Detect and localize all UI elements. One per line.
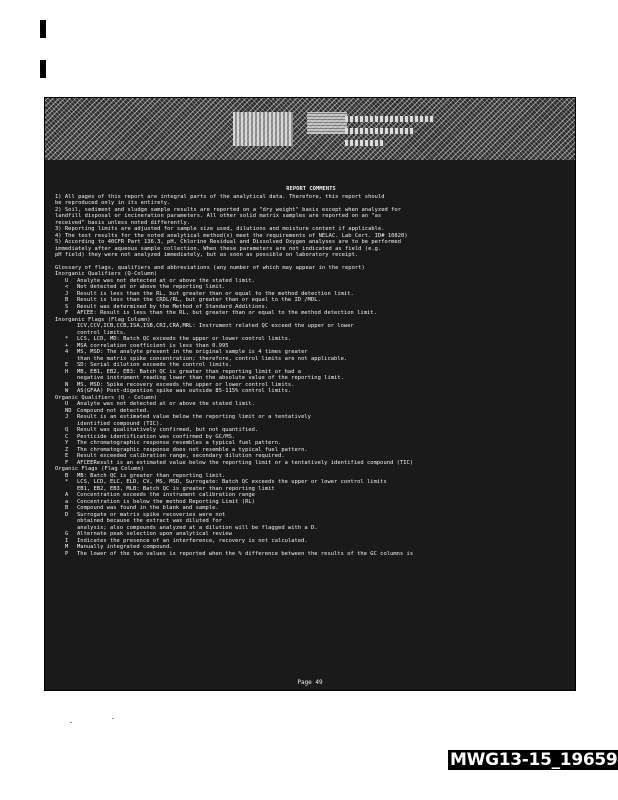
glossary-code: < — [65, 284, 69, 290]
glossary-code: ND — [65, 407, 72, 414]
glossary-definition: Result is less than the CRDL/RL, but greater than or equal to the ID /MDL. — [77, 297, 321, 303]
glossary-definition: MB, EB1, EB2, EB3: Batch QC is greater than reporting limit or had a — [77, 368, 302, 375]
glossary-code: F — [65, 310, 69, 316]
report-note-line: pH field) they were not analyzed immediately, but as soon as possible on laboratory receipt. — [55, 252, 359, 258]
glossary-code: W — [65, 388, 69, 394]
glossary-section-heading: Inorganic Flags (Flag Column) — [55, 316, 151, 323]
glossary-definition: AFCEE: Result is less than the RL, but greater than or equal to the method detection limit. — [77, 310, 377, 316]
glossary-code: G — [65, 531, 69, 537]
glossary-definition: Result was qualitatively confirmed, but not quantified. — [77, 427, 259, 433]
glossary-definition: Indicates the presence of an interference, recovery is not calculated. — [77, 537, 308, 544]
glossary-code: I — [65, 537, 69, 544]
glossary-code: J — [65, 414, 69, 420]
glossary-section-heading: Organic Flags (Flag Column) — [55, 466, 144, 472]
glossary-definition: Concentration is below the method Reporting Limit (RL) — [77, 498, 255, 505]
glossary-definition: negative instrument reading lower than the absolute value of the reporting limit. — [77, 375, 344, 381]
glossary-definition: Result was determined by the Method of Standard Additions. — [77, 303, 269, 310]
report-title: REPORT COMMENTS — [286, 186, 336, 192]
margin-mark-top — [40, 20, 46, 38]
glossary-definition: LCS, LCD, MD: Batch QC exceeds the upper or lower control limits. — [77, 336, 292, 342]
glossary-code: S — [65, 303, 69, 310]
report-note-line: landfill disposal or incineration parameters. All other solid matrix samples are reported on an "as — [55, 213, 382, 219]
page-number: Page 49 — [297, 679, 323, 686]
glossary-definition: AFCEEResult is an estimated value below the reporting limit or a tentatively identified compound (TIC) — [77, 459, 414, 466]
glossary-definition: The chromatographic response resembles a typical fuel pattern. — [77, 440, 282, 446]
glossary-definition: MS, MSD: Spike recovery exceeds the upper or lower control limits. — [77, 381, 295, 388]
glossary-code: A — [65, 492, 69, 498]
scanned-document-frame — [44, 97, 576, 691]
glossary-definition: identified compound (TIC). — [77, 420, 163, 427]
glossary-code: + — [65, 342, 69, 349]
glossary-code: U — [65, 401, 69, 407]
glossary-definition: Result is less than the RL, but greater than or equal to the method detection limit. — [77, 290, 354, 297]
glossary-code: P — [65, 550, 69, 557]
glossary-definition: The chromatographic response does not resemble a typical fuel pattern. — [77, 446, 308, 453]
glossary-definition: analysis; also compounds analyzed at a dilution will be flagged with a D. — [77, 524, 318, 531]
glossary-definition: Analyte was not detected at or above the stated limit. — [77, 277, 255, 284]
glossary-code: C — [65, 433, 69, 440]
glossary-code: * — [65, 336, 69, 342]
glossary-code: a — [65, 498, 69, 505]
glossary-definition: than the matrix spike concentration; therefore, control limits are not applicable. — [77, 355, 348, 362]
letterhead-text-line — [345, 116, 435, 122]
glossary-code: B — [65, 505, 69, 511]
glossary-code: E — [65, 453, 69, 459]
glossary-code: N — [65, 381, 69, 388]
glossary-code: Y — [65, 440, 69, 446]
glossary-entry — [55, 551, 567, 558]
glossary-section-heading: Organic Qualifiers (Q - Column) — [55, 394, 158, 401]
document-id-stamp: MWG13-15_19659 — [450, 750, 618, 770]
glossary-definition: Not detected at or above the reporting limit. — [77, 284, 226, 290]
glossary-definition: Result exceeded calibration range, secondary dilution required. — [77, 453, 285, 459]
scan-speck — [112, 718, 114, 719]
glossary-definition: EB1, EB2, EB3, MLB: Batch QC is greater than reporting limit — [77, 485, 275, 492]
glossary-definition: ICV,CCV,ICB,CCB,ISA,ISB,CRI,CRA,MRL: Instrument related QC exceed the upper or lower — [77, 323, 354, 329]
glossary-definition: Alternate peak selection upon analytical review — [77, 531, 232, 537]
glossary-code: U — [65, 277, 69, 284]
report-note-line: received" basis unless noted differently. — [55, 219, 191, 226]
glossary-definition: Concentration exceeds the instrument calibration range — [77, 492, 255, 498]
glossary-definition: Pesticide identification was confirmed by GC/MS. — [77, 433, 236, 440]
glossary-definition: The lower of the two values is reported when the % difference between the results of the GC columns is — [77, 550, 414, 557]
glossary-code: 4 — [65, 349, 69, 355]
glossary-definition: SD: Serial dilution exceeds the control limits. — [77, 362, 232, 368]
glossary-code: F — [65, 459, 69, 466]
glossary-code: * — [65, 479, 69, 485]
margin-mark-middle — [40, 60, 46, 78]
report-notes — [55, 194, 567, 259]
glossary-code: M — [65, 544, 69, 550]
report-note-line: 5) According to 40CFR Part 136.3, pH, Chlorine Residual and Dissolved Oxygen analyses are to be performed — [55, 239, 402, 245]
glossary-definition: obtained because the extract was diluted for — [77, 518, 222, 524]
letterhead-logo — [233, 112, 293, 146]
report-note-line: 1) All pages of this report are integral parts of the analytical data. Therefore, this report should — [55, 193, 385, 200]
report-note-line: be reproduced only in its entirety. — [55, 200, 171, 206]
glossary-definition: Compound not detected. — [77, 407, 150, 414]
letterhead-band — [45, 98, 575, 160]
glossary-definition: LCS, LCD, ELC, ELD, CV, MS, MSD, Surrogate: Batch QC exceeds the upper or lower control limits — [77, 479, 387, 485]
glossary-definition: Analyte was not detected at or above the stated limit. — [77, 401, 255, 407]
report-note-line: 4) The test results for the noted analytical method(s) meet the requirements of NELAC. Lab Cert. ID# 10820) — [55, 232, 408, 239]
report-comments-body — [55, 186, 567, 557]
scan-speck — [70, 722, 72, 723]
glossary-code: B — [65, 297, 69, 303]
glossary-code: D — [65, 511, 69, 518]
glossary-definition: Surrogate or matrix spike recoveries were not — [77, 511, 226, 518]
glossary-code: J — [65, 290, 69, 297]
letterhead-text-line — [345, 140, 385, 146]
report-note-line: 2) Soil, sediment and sludge sample results are reported on a "dry weight" basis except when analyzed for — [55, 206, 402, 213]
glossary-code: Q — [65, 427, 69, 433]
letterhead-emblem — [307, 112, 347, 134]
glossary-code: E — [65, 362, 69, 368]
glossary-code: B — [65, 472, 69, 479]
glossary-code: Z — [65, 446, 69, 453]
glossary-sections — [55, 271, 567, 557]
glossary-code: H — [65, 368, 69, 375]
glossary-definition: Compound was found in the blank and sample. — [77, 505, 219, 511]
report-note-line: immediately after aqueous sample collection. When these parameters are not indicated as field (e.g. — [55, 245, 382, 252]
glossary-section-heading: Inorganic Qualifiers (Q-Column) — [55, 271, 158, 277]
glossary-definition: MSA correlation coefficient is less than 0.995 — [77, 342, 229, 349]
letterhead-text-line — [345, 128, 415, 134]
glossary-definition: control limits. — [77, 329, 127, 336]
glossary-intro: Glossary of flags, qualifiers and abbreviations (any number of which may appear in the report) — [55, 264, 365, 271]
glossary-definition: MB: Batch QC is greater than reporting limit. — [77, 472, 226, 479]
glossary-definition: Manually integrated compound. — [77, 544, 173, 550]
glossary-definition: AS(GFAA) Post-digestion spike was outside 85-115% control limits. — [77, 388, 292, 394]
glossary-definition: MS, MSD: The analyte present in the original sample is 4 times greater — [77, 349, 308, 355]
glossary-definition: Result is an estimated value below the reporting limit or a tentatively — [77, 414, 311, 420]
report-note-line: 3) Reporting limits are adjusted for sample size used, dilutions and moisture content if applicable. — [55, 226, 385, 232]
